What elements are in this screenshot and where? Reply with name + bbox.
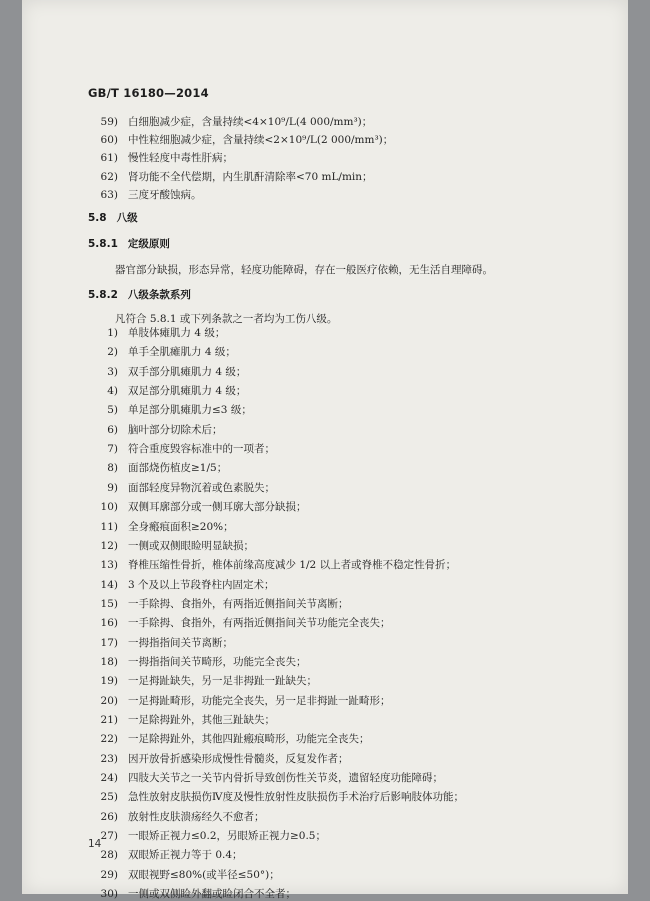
item-text: 双眼矫正视力等于 0.4； [128,849,243,862]
item-text: 双眼视野≤80%(或半径≤50°)； [128,868,280,881]
item-number: 16) [100,617,118,630]
list-item [94,326,225,340]
item-number: 29) [100,868,118,881]
item-text: 一足拇趾缺失，另一足非拇趾一趾缺失； [128,675,317,688]
item-text: 双足部分肌瘫肌力 4 级； [128,385,247,398]
item-text: 脊椎压缩性骨折，椎体前缘高度减少 1/2 以上者或脊椎不稳定性骨折； [128,559,457,572]
item-text: 三度牙酸蚀病。 [128,188,202,201]
list-item [94,403,252,417]
item-text: 一侧或双侧睑外翻或睑闭合不全者； [128,888,296,901]
list-item [94,636,233,650]
list-item [94,732,370,746]
item-number: 63) [100,188,118,201]
item-text: 白细胞减少症，含量持续<4×10⁹/L(4 000/mm³)； [128,116,373,128]
item-text: 放射性皮肤溃疡经久不愈者； [128,810,265,823]
list-item [94,771,443,785]
item-number: 3) [107,365,118,378]
section-title: 八级条款系列 [127,289,191,301]
list-item [94,500,307,514]
item-text: 一手除拇、食指外，有两指近侧指间关节离断； [128,597,349,610]
list-item [94,423,223,437]
item-number: 14) [100,578,118,591]
section-title: 八级 [116,212,138,224]
item-number: 11) [100,520,118,533]
section-number: 5.8.2 [88,289,118,301]
list-item [94,461,227,475]
list-item [94,520,234,534]
item-text: 一侧或双侧眼睑明显缺损； [128,539,254,552]
item-number: 22) [100,733,118,746]
section-title: 定级原则 [127,238,170,250]
item-text: 脑叶部分切除术后； [128,423,223,436]
item-number: 59) [100,116,118,128]
item-text: 肾功能不全代偿期，内生肌酐清除率<70 mL/min； [128,170,373,183]
list-item [94,558,456,572]
item-number: 6) [107,423,118,436]
item-number: 13) [100,559,118,572]
list-item [94,384,246,398]
item-text: 急性放射皮肤损伤Ⅳ度及慢性放射性皮肤损伤手术治疗后影响肢体功能； [128,791,464,804]
standard-header: GB/T 16180—2014 [88,86,209,100]
item-text: 面部轻度异物沉着或色素脱失； [128,481,275,494]
item-text: 因开放骨折感染形成慢性骨髓炎，反复发作者； [128,752,349,765]
item-text: 符合重度毁容标准中的一项者； [128,443,275,456]
item-number: 9) [107,481,118,494]
item-number: 8) [107,462,118,475]
item-text: 一足除拇趾外，其他三趾缺失； [128,714,275,726]
item-text: 中性粒细胞减少症，含量持续<2×10⁹/L(2 000/mm³)； [128,134,394,147]
item-text: 一眼矫正视力≤0.2，另眼矫正视力≥0.5； [128,830,326,843]
list-item [94,616,391,630]
list-item [94,188,202,202]
section-5-8-heading [88,210,138,225]
section-number: 5.8.1 [88,238,118,250]
item-text: 3 个及以上节段脊柱内固定术； [128,578,275,591]
item-text: 面部烧伤植皮≥1/5； [128,462,228,475]
item-number: 7) [107,443,118,456]
item-number: 4) [107,385,118,398]
list-item [94,848,243,862]
item-number: 17) [100,636,118,649]
item-text: 一手除拇、食指外，有两指近侧指间关节功能完全丧失； [128,617,391,630]
item-number: 61) [100,152,118,165]
list-item [94,713,275,727]
item-number: 24) [100,772,118,785]
item-text: 单肢体瘫肌力 4 级； [128,327,226,339]
item-text: 单手全肌瘫肌力 4 级； [128,346,236,359]
list-item [94,170,373,184]
list-item [94,481,275,495]
item-text: 双手部分肌瘫肌力 4 级； [128,365,247,378]
item-number: 15) [100,597,118,610]
list-item [94,578,275,592]
list-item [94,151,233,165]
item-number: 5) [107,404,118,417]
item-text: 一拇指指间关节离断； [128,636,233,649]
list-item [94,597,349,611]
item-number: 10) [100,501,118,514]
list-item [94,868,280,882]
item-number: 23) [100,752,118,765]
list-item [94,345,236,359]
item-number: 19) [100,675,118,688]
item-number: 18) [100,655,118,668]
intro-text: 凡符合 5.8.1 或下列条款之一者均为工伤八级。 [115,313,338,325]
item-text: 全身瘢痕面积≥20%； [128,520,234,533]
item-number: 1) [107,327,118,339]
list-item [94,674,317,688]
item-text: 单足部分肌瘫肌力≤3 级； [128,404,252,417]
item-text: 双侧耳廓部分或一侧耳廓大部分缺损； [128,501,307,514]
item-text: 四肢大关节之一关节内骨折导致创伤性关节炎，遗留轻度功能障碍； [128,772,443,785]
list-item [94,694,391,708]
list-item [94,442,275,456]
list-item [94,790,464,804]
item-number: 26) [100,810,118,823]
list-item [94,887,296,901]
page-number: 14 [88,838,102,850]
section-5-8-2-heading [88,287,191,302]
item-number: 12) [100,539,118,552]
item-text: 一拇指指间关节畸形，功能完全丧失； [128,655,307,668]
list-item [94,539,254,553]
item-number: 2) [107,346,118,359]
item-number: 21) [100,714,118,726]
grading-principle-text: 器官部分缺损，形态异常，轻度功能障碍，存在一般医疗依赖，无生活自理障碍。 [115,264,493,276]
list-item [94,133,393,147]
item-number: 60) [100,134,118,147]
item-text: 一足除拇趾外，其他四趾瘢痕畸形，功能完全丧失； [128,733,370,746]
list-item [94,365,246,379]
list-item [94,752,349,766]
item-number: 28) [100,849,118,862]
item-number: 27) [100,830,118,843]
item-number: 25) [100,791,118,804]
item-text: 一足拇趾畸形，功能完全丧失，另一足非拇趾一趾畸形； [128,694,391,707]
section-5-8-1-heading [88,236,170,251]
list-item [94,115,372,129]
item-number: 62) [100,170,118,183]
list-item [94,655,307,669]
section-number: 5.8 [88,212,107,224]
list-item [94,810,265,824]
item-number: 30) [100,888,118,901]
item-text: 慢性轻度中毒性肝病； [128,152,233,165]
list-item [94,829,326,843]
item-number: 20) [100,694,118,707]
